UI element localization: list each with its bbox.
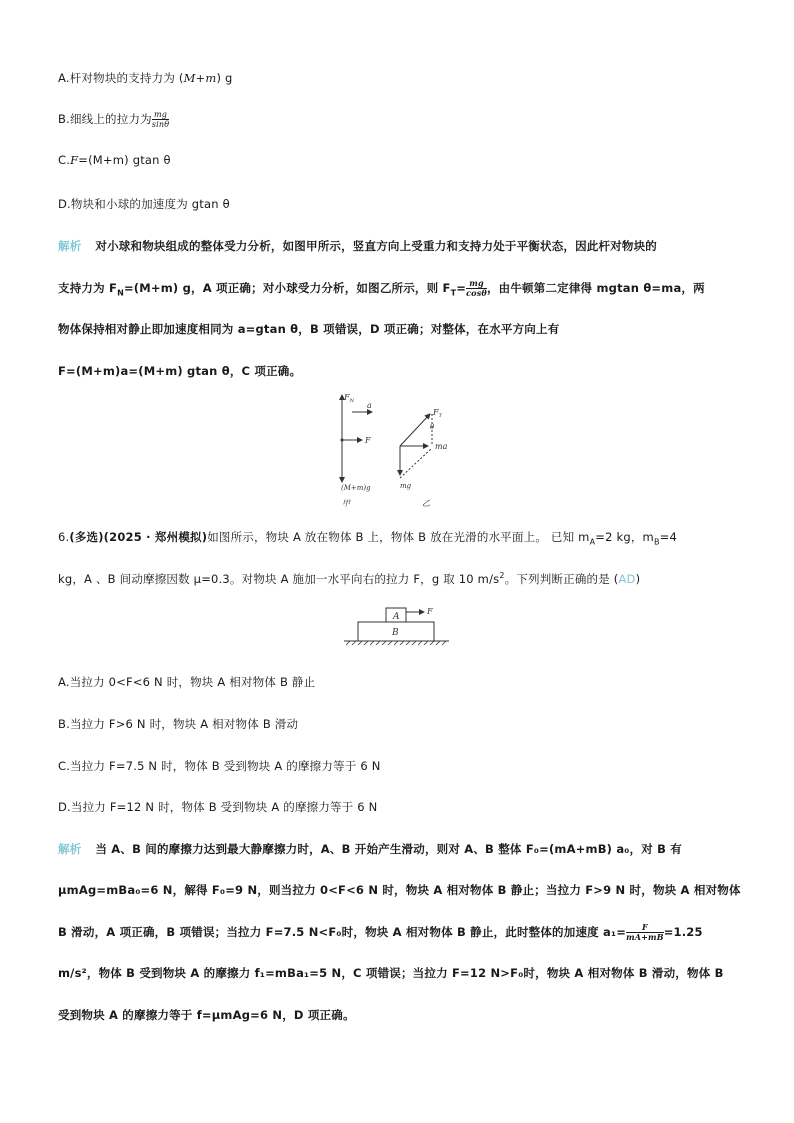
sup-2: 2 <box>499 571 505 581</box>
sol5-text1: 对小球和物块组成的整体受力分析，如图甲所示，竖直方向上受重力和支持力处于平衡状态，因此杆对物块的 <box>95 239 658 253</box>
option-c-prefix: C. <box>58 153 71 167</box>
option-b-fraction <box>152 110 169 129</box>
jiexi-label: 解析 <box>58 239 82 253</box>
q5-option-d: D.物块和小球的加速度为 gtan θ <box>58 197 230 211</box>
sol6-line4: m/s²，物体 B 受到物块 A 的摩擦力 f₁=mBa₁=5 N，C 项错误；当拉力 F=12 N>F₀时，物块 A 相对物体 B 滑动，物体 B <box>58 966 724 980</box>
fraction-den: mA+mB <box>626 932 664 942</box>
sol6-line5: 受到物块 A 的摩擦力等于 f=μmAg=6 N，D 项正确。 <box>58 1008 355 1022</box>
q6-text2c: ) <box>635 572 641 586</box>
ma-label: ma <box>435 442 448 451</box>
sol5-text2b: =(M+m) g，A 项正确；对小球受力分析，如图乙所示，则 F <box>123 281 451 295</box>
q6-text1d: =2 kg，m <box>595 530 654 544</box>
theta-label: θ <box>430 423 435 431</box>
mg-label: mg <box>400 482 412 490</box>
option-a-text: A.杆对物块的支持力为 ( <box>58 71 184 85</box>
q6-text2b: 。下列判断正确的是 ( <box>504 572 619 586</box>
q6-option-b: B.当拉力 F>6 N 时，物块 A 相对物体 B 滑动 <box>58 717 299 731</box>
f-label: F <box>365 436 371 445</box>
q6-line1 <box>58 529 677 546</box>
option-c-var: F <box>70 153 79 167</box>
sol6-line1 <box>58 841 682 857</box>
yi-label: 乙 <box>422 499 430 508</box>
sub-b: B <box>653 537 660 547</box>
option-a-end: ) g <box>216 71 233 85</box>
q5-option-a <box>58 70 233 86</box>
q5-option-c <box>58 153 171 167</box>
mmg-label: (M+m)g <box>341 484 371 492</box>
option-c-text: =(M+m) gtan θ <box>78 153 171 167</box>
q6-answer: AD <box>618 572 636 586</box>
q6-option-a: A.当拉力 0<F<6 N 时，物块 A 相对物体 B 静止 <box>58 675 316 689</box>
sol6-line2: μmAg=mBa₀=6 N，解得 F₀=9 N，则当拉力 0<F<6 N 时，物块 A 相对物体 B 静止；当拉力 F>9 N 时，物块 A 相对物体 <box>58 883 741 897</box>
jia-label: 甲 <box>342 499 350 508</box>
sol6-fraction <box>626 923 664 942</box>
q6-line2 <box>58 571 640 587</box>
sol6-text3b: =1.25 <box>663 925 703 939</box>
jiexi-label-2: 解析 <box>58 842 82 856</box>
option-a-var: M+m <box>183 71 217 85</box>
force-diagram-figure <box>330 390 490 510</box>
sol5-line4: F=(M+m)a=(M+m) gtan θ，C 项正确。 <box>58 364 302 378</box>
sol6-line3 <box>58 923 703 942</box>
option-b-text: B.细线上的拉力为 <box>58 112 152 126</box>
fraction-den: sinθ <box>151 120 170 129</box>
ground-hatch <box>346 641 446 645</box>
dashed-diagonal <box>400 448 432 478</box>
fraction-num: mg <box>154 110 168 119</box>
q6-text1: 如图所示，物块 A 放在物体 B 上，物体 B 放在光滑的水平面上。 已知 m <box>207 530 590 544</box>
sub-n: N <box>117 288 124 298</box>
q6-option-c: C.当拉力 F=7.5 N 时，物体 B 受到物块 A 的摩擦力等于 6 N <box>58 759 381 773</box>
q6-text2a: kg，A 、B 间动摩擦因数 μ=0.3。对物块 A 施加一水平向右的拉力 F，g 取 10 m/s <box>58 572 500 586</box>
sub-a: A <box>589 537 596 547</box>
sol5-line1 <box>58 238 657 254</box>
q6-number: 6. <box>58 530 70 544</box>
block-b-label: B <box>392 628 399 638</box>
block-diagram <box>344 604 454 649</box>
q6-source: (多选)(2025 · 郑州模拟) <box>69 530 208 544</box>
sol6-text1: 当 A、B 间的摩擦力达到最大静摩擦力时，A、B 开始产生滑动，则对 A、B 整体 F₀=(mA+mB) a₀，对 B 有 <box>95 842 683 856</box>
q6-option-d: D.当拉力 F=12 N 时，物体 B 受到物块 A 的摩擦力等于 6 N <box>58 800 378 814</box>
ft-arrow <box>400 414 430 446</box>
sol5-text2a: 支持力为 F <box>58 281 118 295</box>
sub-t: T <box>450 288 457 298</box>
block-a-label: A <box>393 612 400 622</box>
fraction-den: cosθ <box>466 288 487 298</box>
sol6-text3a: B 滑动，A 项正确，B 项错误；当拉力 F=7.5 N<F₀时，物块 A 相对物体 B 静止，此时整体的加速度 a₁= <box>58 925 627 939</box>
q6-text1e: =4 <box>659 530 677 544</box>
sol5-text2c: ，由牛顿第二定律得 mgtan θ=ma，两 <box>486 281 705 295</box>
ft-label: $F_T$ <box>433 408 442 419</box>
sol5-line3: 物体保持相对静止即加速度相同为 a=gtan θ，B 项错误，D 项正确；对整体，在水平方向上有 <box>58 322 560 336</box>
sol5-line2: 支持力为 $F_N=(M+m)$ g，A 项正确；对小球受力分析，如图乙所示，则 $F_T=$ $\frac{mg}{\cos\theta}$ ，由牛顿第二定律得 mgtan θ=ma，两 <box>58 278 705 298</box>
fraction-num: F <box>641 922 648 932</box>
fraction-num: mg <box>469 278 484 288</box>
q5-option-b <box>58 110 169 129</box>
sol5-fraction <box>466 279 487 298</box>
a-label: a <box>367 401 372 410</box>
block-f-label: F <box>427 607 433 616</box>
fn-label: $F_N$ <box>344 393 354 404</box>
